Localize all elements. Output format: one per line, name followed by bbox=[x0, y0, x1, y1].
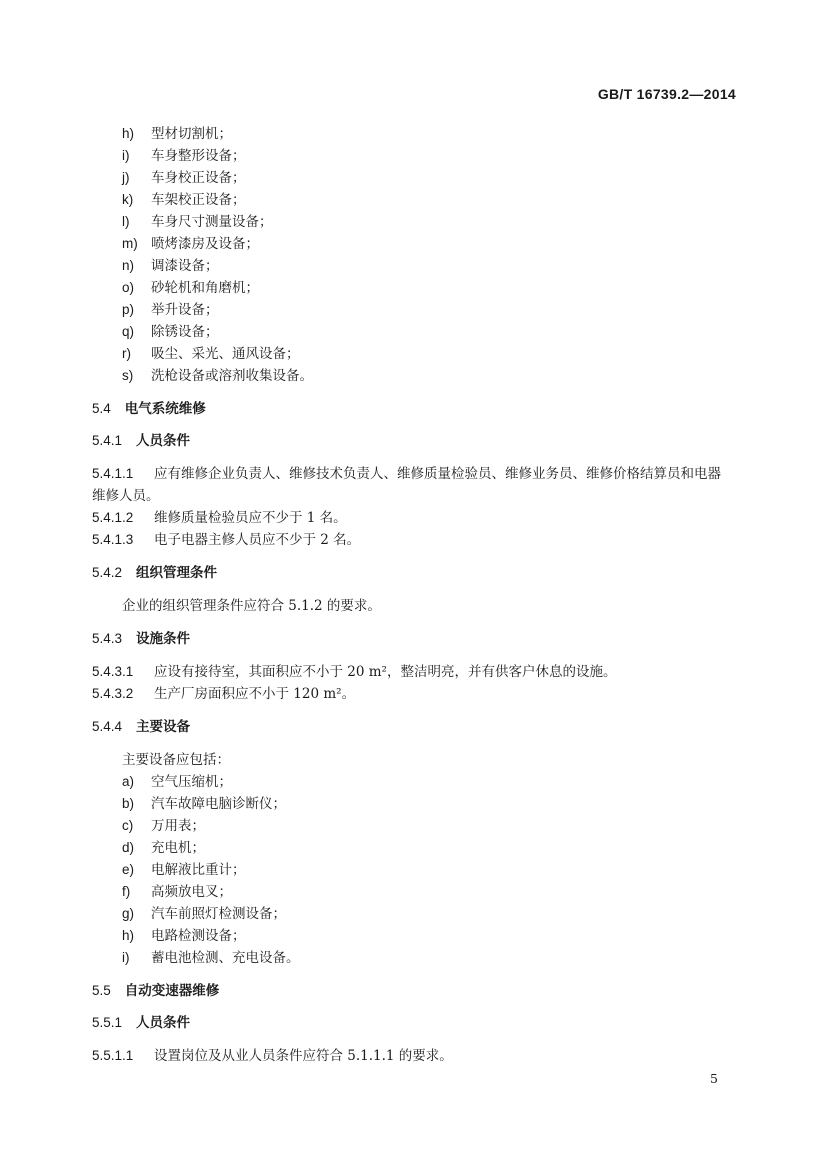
list-item: k) 车架校正设备； bbox=[122, 192, 246, 208]
paragraph-5-4-2: 企业的组织管理条件应符合 5.1.2 的要求。 bbox=[122, 598, 381, 614]
clause-5-4-1-1: 5.4.1.1 应有维修企业负责人、维修技术负责人、维修质量检验员、维修业务员、维修价格结算员和电器 bbox=[92, 466, 721, 482]
clause-5-4-3-2: 5.4.3.2 生产厂房面积应不小于 120 m²。 bbox=[92, 686, 356, 702]
standard-id: GB/T 16739.2—2014 bbox=[597, 86, 736, 102]
clause-5-5-1-1: 5.5.1.1 设置岗位及从业人员条件应符合 5.1.1.1 的要求。 bbox=[92, 1048, 453, 1064]
clause-5-4-3-1: 5.4.3.1 应设有接待室，其面积应不小于 20 m²，整洁明亮，并有供客户休息的设施。 bbox=[92, 664, 617, 680]
section-heading-5-5: 5.5 自动变速器维修 bbox=[92, 983, 220, 999]
page-number: 5 bbox=[710, 1071, 718, 1086]
clause-5-4-1-1-cont: 维修人员。 bbox=[92, 488, 160, 504]
paragraph-5-4-4: 主要设备应包括： bbox=[122, 752, 230, 768]
list-item: c) 万用表； bbox=[122, 818, 205, 834]
section-heading-5-4-4: 5.4.4 主要设备 bbox=[92, 719, 191, 735]
list-item: j) 车身校正设备； bbox=[122, 170, 246, 186]
list-item: h) 电路检测设备； bbox=[122, 928, 246, 944]
list-item: g) 汽车前照灯检测设备； bbox=[122, 906, 286, 922]
section-heading-5-5-1: 5.5.1 人员条件 bbox=[92, 1015, 191, 1031]
clause-5-4-1-2: 5.4.1.2 维修质量检验员应不少于 1 名。 bbox=[92, 510, 347, 526]
section-heading-5-4-3: 5.4.3 设施条件 bbox=[92, 631, 191, 647]
section-heading-5-4: 5.4 电气系统维修 bbox=[92, 401, 206, 417]
list-item: n) 调漆设备； bbox=[122, 258, 219, 274]
list-item: i) 车身整形设备； bbox=[122, 148, 246, 164]
list-item: s) 洗枪设备或溶剂收集设备。 bbox=[122, 368, 313, 384]
list-item: m) 喷烤漆房及设备； bbox=[122, 236, 259, 252]
section-heading-5-4-1: 5.4.1 人员条件 bbox=[92, 433, 191, 449]
list-item: b) 汽车故障电脑诊断仪； bbox=[122, 796, 286, 812]
list-item: i) 蓄电池检测、充电设备。 bbox=[122, 950, 300, 966]
list-item: d) 充电机； bbox=[122, 840, 205, 856]
list-item: a) 空气压缩机； bbox=[122, 774, 232, 790]
list-item: p) 举升设备； bbox=[122, 302, 219, 318]
section-heading-5-4-2: 5.4.2 组织管理条件 bbox=[92, 565, 218, 581]
list-item: f) 高频放电叉； bbox=[122, 884, 232, 900]
list-item: h) 型材切割机； bbox=[122, 126, 232, 142]
list-item: l) 车身尺寸测量设备； bbox=[122, 214, 273, 230]
list-item: o) 砂轮机和角磨机； bbox=[122, 280, 259, 296]
list-item: e) 电解液比重计； bbox=[122, 862, 246, 878]
list-item: r) 吸尘、采光、通风设备； bbox=[122, 346, 300, 362]
clause-5-4-1-3: 5.4.1.3 电子电器主修人员应不少于 2 名。 bbox=[92, 532, 361, 548]
list-item: q) 除锈设备； bbox=[122, 324, 219, 340]
